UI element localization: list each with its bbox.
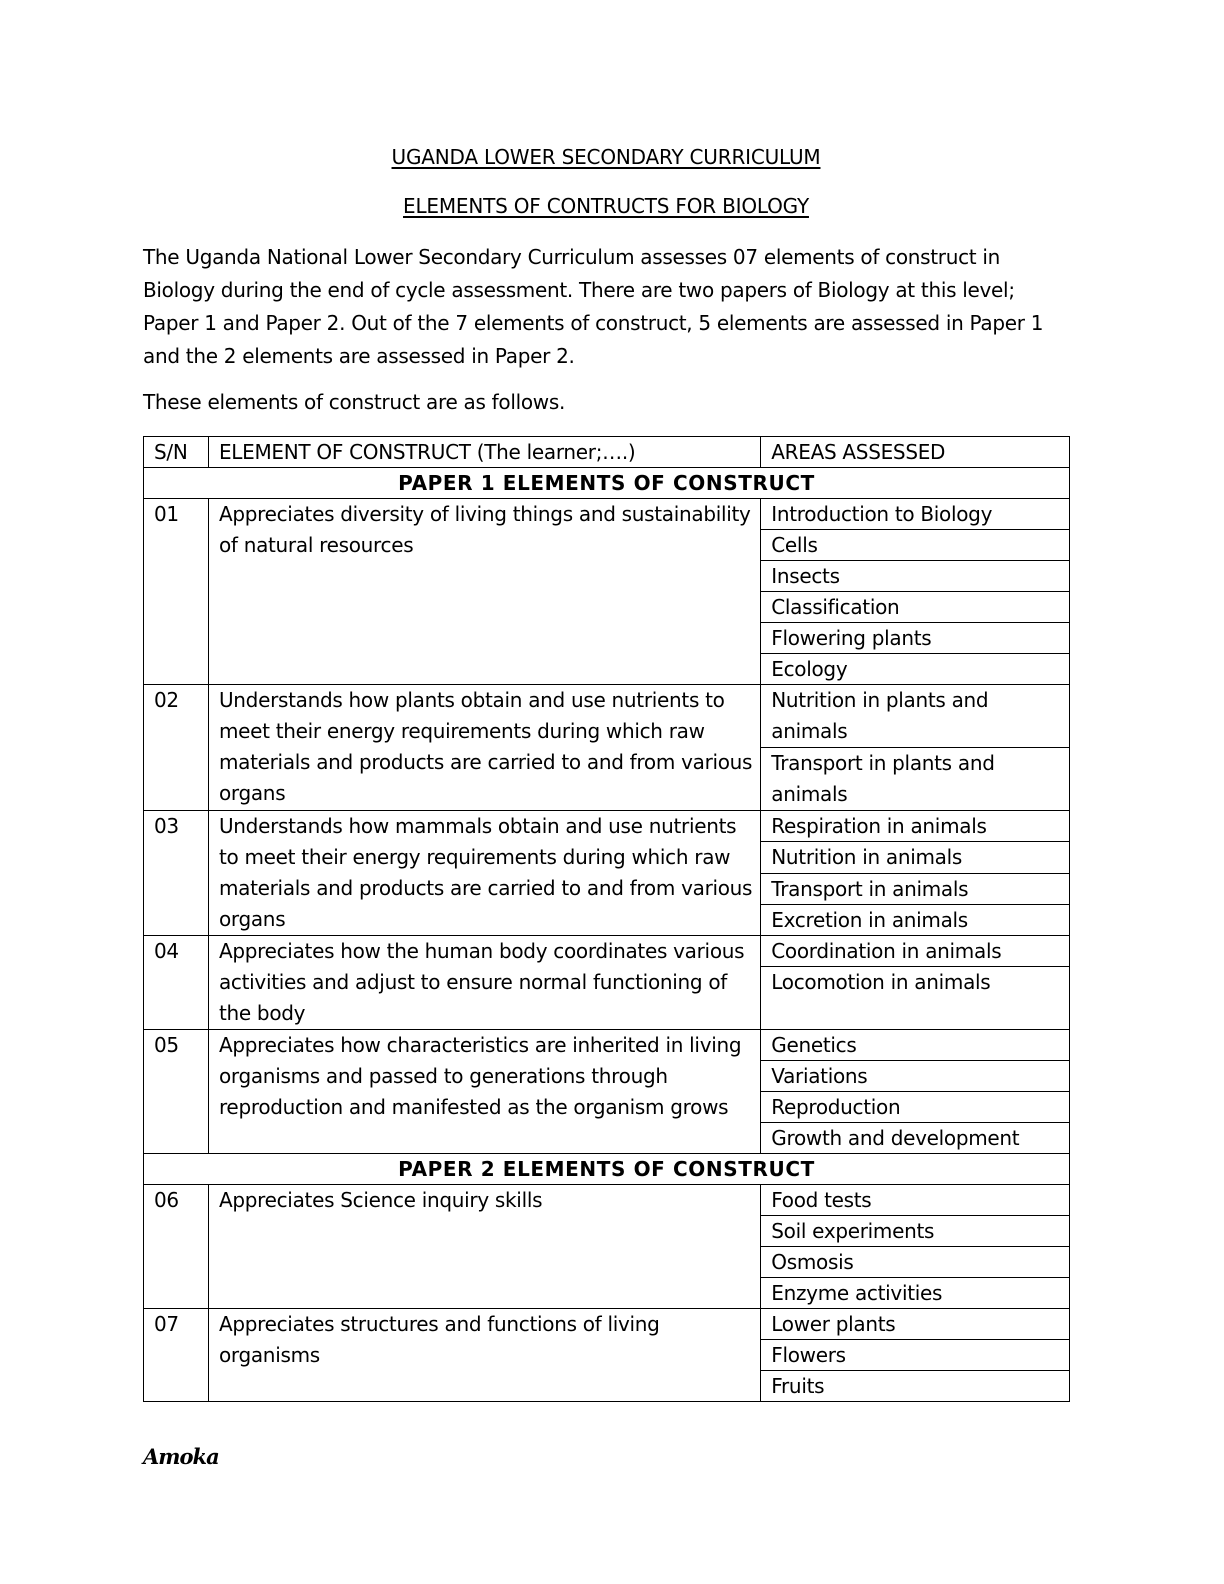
area-item: Osmosis [761,1247,1070,1278]
page-subtitle: ELEMENTS OF CONTRUCTS FOR BIOLOGY [403,194,809,218]
area-item: Ecology [761,654,1070,685]
section-row-paper2 [144,1154,1070,1185]
table-row [144,811,1070,842]
elements-table [143,436,1070,1402]
section-heading-paper1: PAPER 1 ELEMENTS OF CONSTRUCT [144,468,1070,499]
row-element: Understands how plants obtain and use nutrients to meet their energy requirements during which raw materials and products are carried to and from various organs [208,685,760,811]
area-item: Cells [761,530,1070,561]
area-item: Nutrition in animals [761,842,1070,873]
table-header-row [144,437,1070,468]
area-item: Soil experiments [761,1216,1070,1247]
header-sn: S/N [144,437,209,468]
area-item: Enzyme activities [761,1278,1070,1309]
area-item: Lower plants [761,1309,1070,1340]
header-areas: AREAS ASSESSED [761,437,1070,468]
row-element: Appreciates diversity of living things and sustainability of natural resources [208,499,760,685]
header-element: ELEMENT OF CONSTRUCT (The learner;….) [208,437,760,468]
row-element: Appreciates Science inquiry skills [208,1185,760,1309]
row-element: Appreciates structures and functions of living organisms [208,1309,760,1402]
row-sn: 03 [144,811,209,936]
table-row [144,1185,1070,1216]
table-row [144,1309,1070,1340]
row-sn: 01 [144,499,209,685]
area-item: Food tests [761,1185,1070,1216]
area-item: Growth and development [761,1123,1070,1154]
area-item: Coordination in animals [761,936,1070,967]
area-item: Locomotion in animals [761,967,1070,1030]
area-item: Introduction to Biology [761,499,1070,530]
table-row [144,685,1070,748]
area-item: Respiration in animals [761,811,1070,842]
row-sn: 05 [144,1030,209,1154]
area-item: Classification [761,592,1070,623]
area-item: Flowers [761,1340,1070,1371]
area-item: Nutrition in plants and animals [761,685,1070,748]
lead-sentence: These elements of construct are as follows. [143,390,566,414]
area-item: Insects [761,561,1070,592]
area-item: Fruits [761,1371,1070,1402]
area-item: Reproduction [761,1092,1070,1123]
area-item: Excretion in animals [761,904,1070,935]
row-sn: 06 [144,1185,209,1309]
page-title: UGANDA LOWER SECONDARY CURRICULUM [391,145,821,169]
row-sn: 02 [144,685,209,811]
area-item: Flowering plants [761,623,1070,654]
table-row [144,499,1070,530]
author-signature: Amoka [143,1444,219,1469]
intro-paragraph: The Uganda National Lower Secondary Curriculum assesses 07 elements of construct in Biology during the end of cycle assessment. There are two papers of Biology at this level; Paper 1 and Paper 2. Out of the 7 elements of construct, 5 elements are assessed in Paper 1 and the 2 elements are assessed in Paper 2. [143,245,1044,368]
row-element: Appreciates how characteristics are inherited in living organisms and passed to generations through reproduction and manifested as the organism grows [208,1030,760,1154]
area-item: Variations [761,1061,1070,1092]
row-element: Understands how mammals obtain and use nutrients to meet their energy requirements during which raw materials and products are carried to and from various organs [208,811,760,936]
area-item: Genetics [761,1030,1070,1061]
table-row [144,936,1070,967]
section-heading-paper2: PAPER 2 ELEMENTS OF CONSTRUCT [144,1154,1070,1185]
table-row [144,1030,1070,1061]
row-sn: 07 [144,1309,209,1402]
row-sn: 04 [144,936,209,1030]
area-item: Transport in animals [761,873,1070,904]
area-item: Transport in plants and animals [761,748,1070,811]
section-row-paper1 [144,468,1070,499]
row-element: Appreciates how the human body coordinates various activities and adjust to ensure normal functioning of the body [208,936,760,1030]
